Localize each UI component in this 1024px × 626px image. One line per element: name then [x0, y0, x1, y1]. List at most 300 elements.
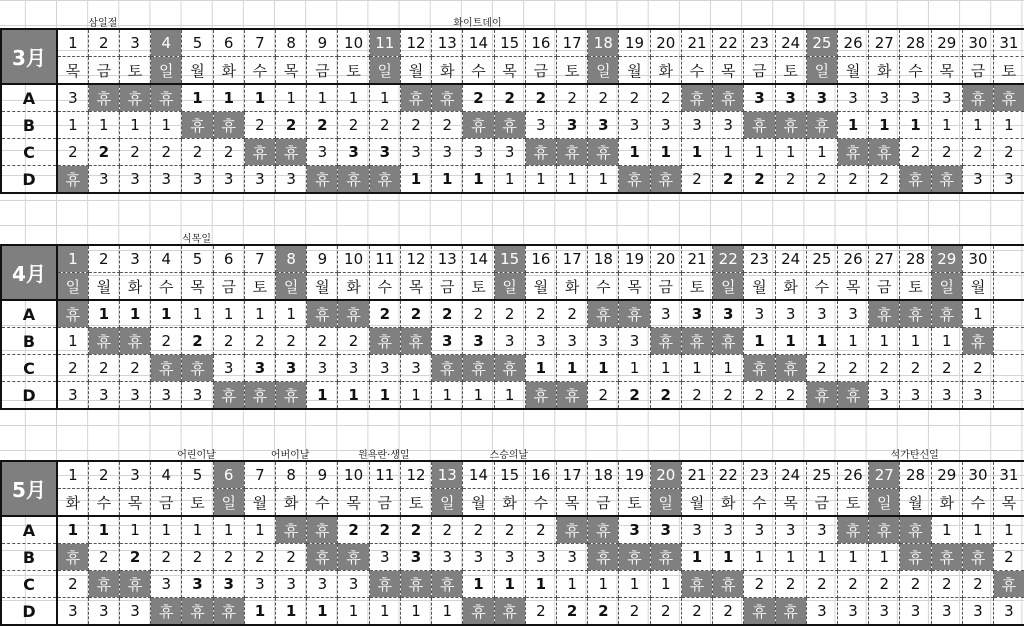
shift-cell[interactable]: 2	[432, 112, 463, 139]
shift-cell[interactable]: 1	[88, 516, 119, 544]
shift-cell[interactable]: 1	[806, 544, 837, 571]
shift-cell[interactable]: 1	[213, 84, 244, 112]
shift-cell[interactable]: 2	[744, 382, 775, 410]
off-day-cell[interactable]: 휴	[681, 328, 712, 355]
weekday-cell[interactable]: 토	[681, 273, 712, 301]
shift-cell[interactable]: 1	[962, 300, 993, 328]
shift-cell[interactable]: 1	[276, 300, 307, 328]
off-day-cell[interactable]: 휴	[182, 112, 213, 139]
shift-cell[interactable]: 3	[525, 112, 556, 139]
weekday-cell[interactable]: 수	[588, 273, 619, 301]
weekday-cell[interactable]: 목	[276, 57, 307, 85]
weekday-cell[interactable]: 일	[151, 57, 182, 85]
date-cell[interactable]: 25	[806, 245, 837, 273]
shift-cell[interactable]: 3	[463, 328, 494, 355]
date-cell[interactable]: 26	[837, 29, 868, 57]
off-day-cell[interactable]: 휴	[931, 166, 962, 194]
off-day-cell[interactable]: 휴	[650, 166, 681, 194]
weekday-cell[interactable]: 토	[837, 489, 868, 517]
shift-cell[interactable]: 3	[276, 355, 307, 382]
shift-cell[interactable]: 3	[213, 355, 244, 382]
shift-cell[interactable]: 3	[650, 516, 681, 544]
date-cell[interactable]: 18	[588, 245, 619, 273]
shift-cell[interactable]: 1	[151, 112, 182, 139]
weekday-cell[interactable]: 금	[88, 57, 119, 85]
weekday-cell[interactable]: 일	[650, 489, 681, 517]
date-cell[interactable]: 26	[837, 245, 868, 273]
off-day-cell[interactable]: 휴	[119, 328, 150, 355]
shift-cell[interactable]: 2	[869, 355, 900, 382]
weekday-cell[interactable]: 토	[900, 273, 931, 301]
off-day-cell[interactable]: 휴	[463, 598, 494, 626]
date-cell[interactable]: 7	[244, 461, 275, 489]
shift-cell[interactable]: 1	[338, 84, 369, 112]
weekday-cell[interactable]: 화	[432, 57, 463, 85]
off-day-cell[interactable]: 휴	[307, 516, 338, 544]
shift-cell[interactable]: 1	[557, 166, 588, 194]
shift-cell[interactable]: 3	[244, 571, 275, 598]
shift-cell[interactable]: 1	[994, 112, 1024, 139]
shift-cell[interactable]: 1	[88, 300, 119, 328]
date-cell[interactable]: 1	[57, 29, 88, 57]
shift-cell[interactable]: 1	[837, 328, 868, 355]
shift-cell[interactable]: 1	[432, 382, 463, 410]
weekday-cell[interactable]: 화	[650, 57, 681, 85]
off-day-cell[interactable]: 휴	[713, 84, 744, 112]
shift-cell[interactable]: 2	[400, 516, 431, 544]
date-cell[interactable]: 8	[276, 245, 307, 273]
shift-cell[interactable]: 1	[119, 112, 150, 139]
shift-cell[interactable]: 3	[744, 300, 775, 328]
shift-cell[interactable]: 2	[151, 544, 182, 571]
shift-cell[interactable]: 1	[213, 516, 244, 544]
weekday-cell[interactable]: 일	[931, 273, 962, 301]
weekday-cell[interactable]: 월	[525, 273, 556, 301]
shift-cell[interactable]: 2	[307, 328, 338, 355]
weekday-cell[interactable]: 토	[775, 57, 806, 85]
shift-cell[interactable]: 3	[681, 516, 712, 544]
off-day-cell[interactable]: 휴	[276, 516, 307, 544]
off-day-cell[interactable]: 휴	[775, 355, 806, 382]
off-day-cell[interactable]: 휴	[588, 139, 619, 166]
date-cell[interactable]: 4	[151, 29, 182, 57]
shift-cell[interactable]: 2	[900, 355, 931, 382]
date-cell[interactable]: 18	[588, 461, 619, 489]
shift-cell[interactable]: 3	[869, 382, 900, 410]
shift-cell[interactable]: 3	[962, 166, 993, 194]
date-cell[interactable]: 10	[338, 245, 369, 273]
off-day-cell[interactable]: 휴	[338, 544, 369, 571]
shift-cell[interactable]: 3	[276, 571, 307, 598]
off-day-cell[interactable]: 휴	[151, 598, 182, 626]
shift-cell[interactable]: 2	[837, 571, 868, 598]
off-day-cell[interactable]: 휴	[806, 112, 837, 139]
shift-cell[interactable]: 2	[681, 166, 712, 194]
off-day-cell[interactable]: 휴	[432, 355, 463, 382]
shift-cell[interactable]: 1	[119, 300, 150, 328]
off-day-cell[interactable]: 휴	[775, 112, 806, 139]
off-day-cell[interactable]: 휴	[775, 598, 806, 626]
shift-cell[interactable]: 2	[307, 112, 338, 139]
off-day-cell[interactable]: 휴	[338, 166, 369, 194]
shift-cell[interactable]: 2	[244, 328, 275, 355]
off-day-cell[interactable]: 휴	[994, 84, 1024, 112]
weekday-cell[interactable]: 수	[463, 57, 494, 85]
shift-cell[interactable]: 3	[713, 112, 744, 139]
off-day-cell[interactable]: 휴	[557, 139, 588, 166]
weekday-cell[interactable]: 일	[588, 57, 619, 85]
date-cell[interactable]: 17	[557, 29, 588, 57]
shift-cell[interactable]: 1	[494, 571, 525, 598]
shift-cell[interactable]: 3	[369, 355, 400, 382]
shift-cell[interactable]: 1	[307, 84, 338, 112]
shift-cell[interactable]: 1	[744, 328, 775, 355]
date-cell[interactable]: 15	[494, 29, 525, 57]
date-cell[interactable]: 13	[432, 29, 463, 57]
shift-cell[interactable]: 2	[494, 300, 525, 328]
weekday-cell[interactable]: 월	[900, 489, 931, 517]
date-cell[interactable]: 4	[151, 461, 182, 489]
shift-cell[interactable]: 2	[276, 328, 307, 355]
date-cell[interactable]: 8	[276, 461, 307, 489]
off-day-cell[interactable]: 휴	[806, 382, 837, 410]
off-day-cell[interactable]: 휴	[244, 139, 275, 166]
date-cell[interactable]: 3	[119, 461, 150, 489]
date-cell[interactable]: 10	[338, 29, 369, 57]
shift-cell[interactable]: 1	[244, 516, 275, 544]
shift-cell[interactable]: 1	[400, 382, 431, 410]
date-cell[interactable]: 10	[338, 461, 369, 489]
off-day-cell[interactable]: 휴	[650, 328, 681, 355]
shift-cell[interactable]: 2	[900, 571, 931, 598]
shift-cell[interactable]: 1	[713, 355, 744, 382]
shift-cell[interactable]: 3	[557, 328, 588, 355]
shift-cell[interactable]: 3	[213, 571, 244, 598]
off-day-cell[interactable]: 휴	[619, 166, 650, 194]
off-day-cell[interactable]: 휴	[276, 382, 307, 410]
shift-cell[interactable]: 2	[962, 139, 993, 166]
date-cell[interactable]: 25	[806, 461, 837, 489]
date-cell[interactable]: 23	[744, 245, 775, 273]
shift-cell[interactable]: 3	[494, 328, 525, 355]
shift-cell[interactable]: 2	[713, 382, 744, 410]
date-cell[interactable]: 21	[681, 461, 712, 489]
weekday-cell[interactable]: 토	[463, 273, 494, 301]
shift-cell[interactable]: 2	[182, 328, 213, 355]
shift-cell[interactable]: 1	[369, 598, 400, 626]
shift-cell[interactable]: 2	[369, 516, 400, 544]
shift-cell[interactable]: 2	[338, 328, 369, 355]
weekday-cell[interactable]: 토	[619, 489, 650, 517]
off-day-cell[interactable]: 휴	[494, 355, 525, 382]
shift-cell[interactable]: 3	[88, 166, 119, 194]
off-day-cell[interactable]: 휴	[119, 84, 150, 112]
weekday-cell[interactable]: 금	[369, 489, 400, 517]
shift-cell[interactable]: 3	[525, 544, 556, 571]
date-cell[interactable]: 13	[432, 245, 463, 273]
weekday-cell[interactable]: 목	[775, 489, 806, 517]
weekday-cell[interactable]: 수	[307, 489, 338, 517]
date-cell[interactable]: 24	[775, 461, 806, 489]
date-cell[interactable]: 22	[713, 29, 744, 57]
off-day-cell[interactable]: 휴	[432, 571, 463, 598]
shift-cell[interactable]: 2	[806, 355, 837, 382]
shift-cell[interactable]: 3	[900, 382, 931, 410]
weekday-cell[interactable]: 월	[744, 273, 775, 301]
off-day-cell[interactable]: 휴	[869, 300, 900, 328]
shift-cell[interactable]: 1	[806, 139, 837, 166]
empty-cell[interactable]	[994, 355, 1024, 382]
weekday-cell[interactable]: 목	[182, 273, 213, 301]
shift-cell[interactable]: 2	[681, 382, 712, 410]
date-cell[interactable]: 28	[900, 461, 931, 489]
weekday-cell[interactable]: 토	[994, 57, 1024, 85]
shift-cell[interactable]: 1	[494, 166, 525, 194]
date-cell[interactable]: 23	[744, 461, 775, 489]
shift-cell[interactable]: 3	[588, 328, 619, 355]
date-cell[interactable]: 14	[463, 245, 494, 273]
shift-cell[interactable]: 3	[588, 112, 619, 139]
shift-cell[interactable]: 2	[182, 139, 213, 166]
date-cell[interactable]: 19	[619, 245, 650, 273]
shift-cell[interactable]: 1	[713, 139, 744, 166]
shift-cell[interactable]: 1	[244, 300, 275, 328]
empty-cell[interactable]	[994, 245, 1024, 273]
weekday-cell[interactable]: 일	[432, 489, 463, 517]
date-cell[interactable]: 16	[525, 29, 556, 57]
shift-cell[interactable]: 1	[151, 300, 182, 328]
shift-cell[interactable]: 1	[463, 571, 494, 598]
shift-cell[interactable]: 1	[57, 112, 88, 139]
weekday-cell[interactable]: 목	[400, 273, 431, 301]
shift-cell[interactable]: 2	[432, 516, 463, 544]
shift-cell[interactable]: 2	[213, 328, 244, 355]
shift-cell[interactable]: 3	[994, 598, 1024, 626]
weekday-cell[interactable]: 수	[525, 489, 556, 517]
shift-cell[interactable]: 2	[650, 598, 681, 626]
date-cell[interactable]: 20	[650, 461, 681, 489]
weekday-cell[interactable]: 토	[557, 57, 588, 85]
shift-cell[interactable]: 2	[713, 598, 744, 626]
weekday-cell[interactable]: 목	[619, 273, 650, 301]
off-day-cell[interactable]: 휴	[307, 544, 338, 571]
date-cell[interactable]: 21	[681, 245, 712, 273]
weekday-cell[interactable]: 일	[213, 489, 244, 517]
weekday-cell[interactable]: 목	[557, 489, 588, 517]
shift-cell[interactable]: 3	[869, 84, 900, 112]
off-day-cell[interactable]: 휴	[900, 544, 931, 571]
shift-cell[interactable]: 2	[557, 300, 588, 328]
shift-cell[interactable]: 2	[588, 382, 619, 410]
weekday-cell[interactable]: 화	[494, 489, 525, 517]
date-cell[interactable]: 27	[869, 29, 900, 57]
weekday-cell[interactable]: 일	[806, 57, 837, 85]
shift-cell[interactable]: 3	[931, 382, 962, 410]
shift-cell[interactable]: 2	[869, 571, 900, 598]
shift-cell[interactable]: 2	[588, 84, 619, 112]
off-day-cell[interactable]: 휴	[713, 328, 744, 355]
date-cell[interactable]: 25	[806, 29, 837, 57]
shift-cell[interactable]: 2	[463, 84, 494, 112]
date-cell[interactable]: 3	[119, 245, 150, 273]
shift-cell[interactable]: 3	[400, 139, 431, 166]
date-cell[interactable]: 13	[432, 461, 463, 489]
off-day-cell[interactable]: 휴	[900, 516, 931, 544]
shift-cell[interactable]: 3	[151, 382, 182, 410]
shift-cell[interactable]: 1	[557, 571, 588, 598]
shift-cell[interactable]: 2	[744, 166, 775, 194]
date-cell[interactable]: 12	[400, 245, 431, 273]
shift-cell[interactable]: 1	[931, 328, 962, 355]
weekday-cell[interactable]: 월	[244, 489, 275, 517]
empty-cell[interactable]	[994, 300, 1024, 328]
off-day-cell[interactable]: 휴	[837, 516, 868, 544]
weekday-cell[interactable]: 수	[88, 489, 119, 517]
shift-cell[interactable]: 3	[994, 166, 1024, 194]
shift-cell[interactable]: 3	[369, 139, 400, 166]
shift-cell[interactable]: 2	[369, 112, 400, 139]
shift-cell[interactable]: 1	[775, 544, 806, 571]
shift-cell[interactable]: 1	[525, 571, 556, 598]
weekday-cell[interactable]: 월	[681, 489, 712, 517]
date-cell[interactable]: 19	[619, 461, 650, 489]
date-cell[interactable]: 20	[650, 29, 681, 57]
shift-cell[interactable]: 2	[119, 544, 150, 571]
shift-cell[interactable]: 1	[588, 355, 619, 382]
shift-cell[interactable]: 3	[744, 84, 775, 112]
shift-cell[interactable]: 2	[463, 300, 494, 328]
shift-cell[interactable]: 2	[88, 355, 119, 382]
shift-cell[interactable]: 2	[57, 571, 88, 598]
shift-cell[interactable]: 1	[869, 328, 900, 355]
off-day-cell[interactable]: 휴	[307, 166, 338, 194]
shift-cell[interactable]: 3	[837, 84, 868, 112]
shift-cell[interactable]: 1	[525, 355, 556, 382]
shift-cell[interactable]: 3	[119, 382, 150, 410]
shift-cell[interactable]: 3	[119, 166, 150, 194]
off-day-cell[interactable]: 휴	[463, 112, 494, 139]
date-cell[interactable]: 6	[213, 29, 244, 57]
shift-cell[interactable]: 2	[213, 139, 244, 166]
shift-cell[interactable]: 1	[57, 328, 88, 355]
shift-cell[interactable]: 1	[650, 139, 681, 166]
shift-cell[interactable]: 2	[244, 112, 275, 139]
shift-cell[interactable]: 3	[182, 166, 213, 194]
date-cell[interactable]: 11	[369, 29, 400, 57]
weekday-cell[interactable]: 월	[88, 273, 119, 301]
shift-cell[interactable]: 2	[338, 516, 369, 544]
shift-cell[interactable]: 3	[681, 300, 712, 328]
off-day-cell[interactable]: 휴	[400, 571, 431, 598]
weekday-cell[interactable]: 화	[869, 57, 900, 85]
shift-cell[interactable]: 3	[806, 84, 837, 112]
weekday-cell[interactable]: 금	[151, 489, 182, 517]
date-cell[interactable]: 8	[276, 29, 307, 57]
shift-cell[interactable]: 3	[619, 112, 650, 139]
shift-cell[interactable]: 3	[151, 571, 182, 598]
shift-cell[interactable]: 2	[837, 166, 868, 194]
shift-cell[interactable]: 3	[962, 598, 993, 626]
date-cell[interactable]: 24	[775, 29, 806, 57]
shift-cell[interactable]: 3	[182, 571, 213, 598]
shift-cell[interactable]: 1	[806, 328, 837, 355]
shift-cell[interactable]: 1	[88, 112, 119, 139]
shift-cell[interactable]: 2	[276, 112, 307, 139]
shift-cell[interactable]: 3	[931, 598, 962, 626]
weekday-cell[interactable]: 목	[994, 489, 1024, 517]
shift-cell[interactable]: 1	[681, 544, 712, 571]
date-cell[interactable]: 11	[369, 245, 400, 273]
off-day-cell[interactable]: 휴	[650, 544, 681, 571]
shift-cell[interactable]: 1	[869, 544, 900, 571]
shift-cell[interactable]: 3	[307, 139, 338, 166]
shift-cell[interactable]: 3	[57, 84, 88, 112]
weekday-cell[interactable]: 일	[494, 273, 525, 301]
shift-cell[interactable]: 2	[400, 112, 431, 139]
weekday-cell[interactable]: 일	[869, 489, 900, 517]
shift-cell[interactable]: 1	[744, 544, 775, 571]
shift-cell[interactable]: 2	[931, 571, 962, 598]
weekday-cell[interactable]: 화	[775, 273, 806, 301]
shift-cell[interactable]: 3	[463, 139, 494, 166]
off-day-cell[interactable]: 휴	[713, 571, 744, 598]
date-cell[interactable]: 6	[213, 245, 244, 273]
shift-cell[interactable]: 2	[151, 328, 182, 355]
shift-cell[interactable]: 1	[276, 598, 307, 626]
weekday-cell[interactable]: 토	[338, 57, 369, 85]
weekday-cell[interactable]: 목	[338, 489, 369, 517]
shift-cell[interactable]: 2	[931, 139, 962, 166]
shift-cell[interactable]: 1	[588, 166, 619, 194]
weekday-cell[interactable]: 금	[525, 57, 556, 85]
shift-cell[interactable]: 3	[525, 328, 556, 355]
shift-cell[interactable]: 3	[400, 355, 431, 382]
weekday-cell[interactable]: 수	[681, 57, 712, 85]
off-day-cell[interactable]: 휴	[900, 166, 931, 194]
shift-cell[interactable]: 1	[182, 300, 213, 328]
date-cell[interactable]: 11	[369, 461, 400, 489]
weekday-cell[interactable]: 일	[369, 57, 400, 85]
shift-cell[interactable]: 2	[619, 84, 650, 112]
shift-cell[interactable]: 2	[525, 84, 556, 112]
off-day-cell[interactable]: 휴	[869, 139, 900, 166]
date-cell[interactable]: 20	[650, 245, 681, 273]
date-cell[interactable]: 23	[744, 29, 775, 57]
shift-cell[interactable]: 3	[900, 84, 931, 112]
shift-cell[interactable]: 3	[213, 166, 244, 194]
weekday-cell[interactable]: 목	[494, 57, 525, 85]
off-day-cell[interactable]: 휴	[151, 84, 182, 112]
shift-cell[interactable]: 1	[837, 544, 868, 571]
shift-cell[interactable]: 3	[494, 139, 525, 166]
off-day-cell[interactable]: 휴	[525, 139, 556, 166]
shift-cell[interactable]: 2	[432, 300, 463, 328]
shift-cell[interactable]: 2	[57, 139, 88, 166]
date-cell[interactable]: 30	[962, 461, 993, 489]
shift-cell[interactable]: 1	[775, 328, 806, 355]
shift-cell[interactable]: 2	[119, 139, 150, 166]
shift-cell[interactable]: 2	[463, 516, 494, 544]
shift-cell[interactable]: 1	[525, 166, 556, 194]
off-day-cell[interactable]: 휴	[307, 300, 338, 328]
weekday-cell[interactable]: 화	[931, 489, 962, 517]
shift-cell[interactable]: 1	[650, 571, 681, 598]
shift-cell[interactable]: 2	[681, 598, 712, 626]
weekday-cell[interactable]: 월	[182, 57, 213, 85]
date-cell[interactable]: 7	[244, 245, 275, 273]
off-day-cell[interactable]: 휴	[525, 382, 556, 410]
shift-cell[interactable]: 3	[432, 544, 463, 571]
